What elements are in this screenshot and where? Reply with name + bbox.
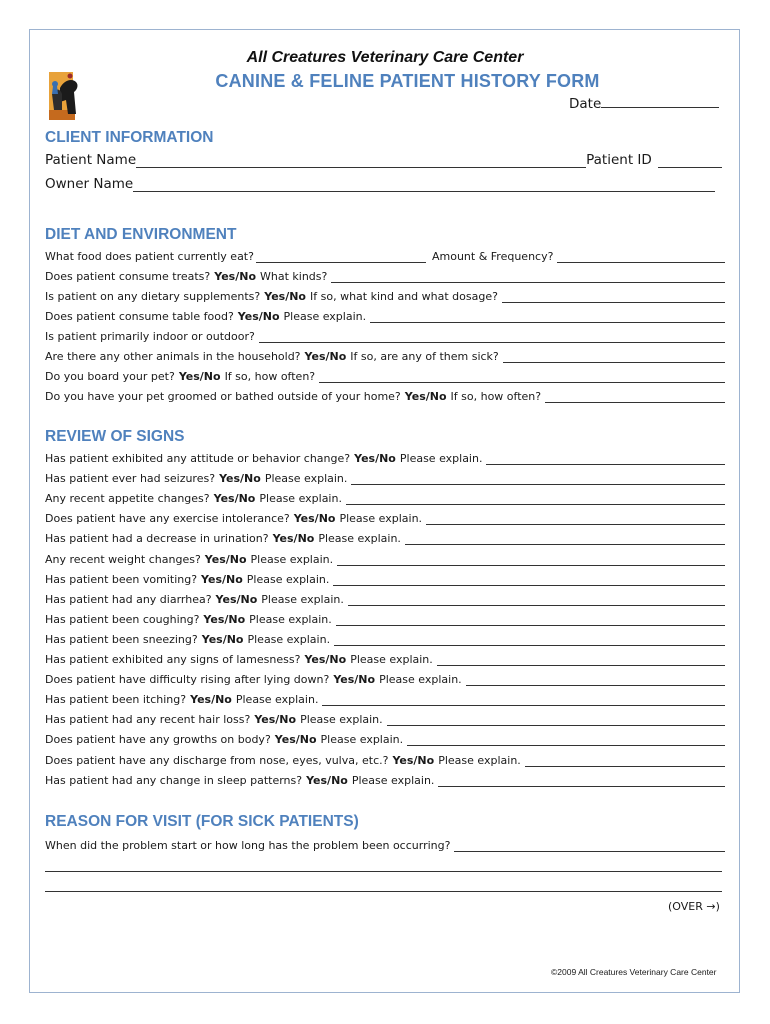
owner-name-label: Owner Name [45,176,134,192]
diet-question-other-animals [45,349,725,363]
diet-question-indoor [45,329,725,343]
date-row [569,94,719,112]
patient-id-label: Patient ID [586,152,652,168]
answer-field[interactable] [405,534,725,545]
question-followup: Please explain. [320,733,404,747]
form-title: CANINE & FELINE PATIENT HISTORY FORM [215,71,600,91]
question-followup: Please explain. [399,452,483,465]
visit-question-onset [45,838,725,852]
diet-question-supplements [45,289,725,303]
question-text: Has patient exhibited any signs of lamesness? [45,653,301,666]
yes-no-option[interactable]: Yes/No [237,310,280,323]
answer-field[interactable] [319,372,725,383]
diet-question-table-food [45,309,725,323]
date-field[interactable] [601,94,719,108]
yes-no-option[interactable]: Yes/No [178,370,221,383]
question-followup: If so, how often? [450,390,542,403]
over-note: (OVER →) [668,900,720,913]
question-text: Has patient been itching? [45,693,187,707]
answer-field[interactable] [426,514,725,525]
answer-field[interactable] [370,312,725,323]
question-text: Has patient had any change in sleep patterns? [45,773,303,787]
question-followup: Please explain. [261,592,344,606]
question-text: Has patient had any recent hair loss? [45,713,251,727]
question-followup: Please explain. [438,753,521,767]
answer-field[interactable] [454,841,725,852]
diet-question-food [45,249,725,263]
question-followup: Please explain. [250,552,334,566]
sign-question [45,511,725,525]
answer-field[interactable] [331,272,725,283]
question-followup: If so, how often? [224,370,316,383]
sign-question [45,592,725,606]
answer-field[interactable] [525,756,725,767]
question-followup: If so, what kind and what dosage? [310,290,498,303]
answer-field[interactable] [503,352,725,363]
question-followup: Please explain. [259,492,342,506]
diet-question-board [45,369,725,383]
question-followup: Please explain. [379,673,462,687]
question-followup: Please explain. [249,612,332,626]
answer-field[interactable] [545,392,725,403]
answer-field[interactable] [334,635,725,646]
question-followup: Please explain. [300,713,383,727]
sign-question [45,471,725,485]
sign-question [45,712,725,726]
owner-name-row [45,176,715,192]
question-followup: Please explain. [246,572,330,586]
yes-no-option[interactable]: Yes/No [214,270,257,283]
answer-field[interactable] [351,474,725,485]
yes-no-option[interactable]: Yes/No [204,552,247,566]
question-followup: Please explain. [247,632,331,646]
answer-field[interactable] [502,292,725,303]
sign-question [45,632,725,646]
food-field[interactable] [256,252,426,263]
question-text: Does patient consume table food? [45,310,234,323]
yes-no-option[interactable]: Yes/No [274,733,317,747]
answer-field[interactable] [333,575,725,586]
yes-no-option[interactable]: Yes/No [190,693,232,707]
sign-question [45,773,725,787]
answer-field[interactable] [486,454,725,465]
sign-question [45,732,725,746]
answer-line[interactable] [45,891,722,892]
question-text: Amount & Frequency? [431,250,554,263]
question-text: Does patient have any growths on body? [45,733,271,747]
yes-no-option[interactable]: Yes/No [306,773,348,787]
question-followup: Please explain. [351,773,435,787]
question-text: Is patient on any dietary supplements? [45,290,261,303]
patient-name-label: Patient Name [45,152,137,168]
question-followup: Please explain. [264,472,348,486]
sign-question [45,552,725,566]
yes-no-option[interactable]: Yes/No [404,390,447,403]
question-text: Are there any other animals in the household? [45,350,301,363]
question-followup: Please explain. [339,512,423,526]
question-text: Has patient ever had seizures? [45,472,216,486]
answer-field[interactable] [387,715,725,726]
question-text: Does patient have difficulty rising after lying down? [45,673,330,687]
question-text: Has patient been coughing? [45,612,200,626]
yes-no-option[interactable]: Yes/No [272,532,315,546]
question-text: Is patient primarily indoor or outdoor? [45,330,255,343]
sign-question [45,612,725,626]
question-text: Has patient been sneezing? [45,632,198,646]
answer-field[interactable] [437,655,725,666]
question-text: Does patient have any exercise intolerance? [45,512,290,526]
yes-no-option[interactable]: Yes/No [219,472,261,486]
yes-no-option[interactable]: Yes/No [304,653,347,666]
answer-field[interactable] [346,494,725,505]
answer-field[interactable] [259,332,725,343]
diet-question-groomed [45,389,725,403]
patient-name-row [45,152,722,168]
yes-no-option[interactable]: Yes/No [213,492,256,506]
yes-no-option[interactable]: Yes/No [304,350,347,363]
answer-line[interactable] [45,871,722,872]
question-followup: Please explain. [235,693,319,707]
sign-question [45,531,725,545]
yes-no-option[interactable]: Yes/No [215,592,258,606]
yes-no-option[interactable]: Yes/No [354,452,396,465]
question-text: Has patient been vomiting? [45,572,198,586]
patient-name-field[interactable] [136,154,586,168]
question-text: What food does patient currently eat? [45,250,254,263]
answer-field[interactable] [337,555,725,566]
question-followup: Please explain. [283,310,367,323]
owner-name-field[interactable] [133,178,715,192]
patient-id-field[interactable] [658,154,722,168]
question-text: When did the problem start or how long has the problem been occurring? [45,839,451,852]
question-text: Has patient exhibited any attitude or behavior change? [45,452,351,465]
question-text: Has patient had any diarrhea? [45,592,212,606]
yes-no-option[interactable]: Yes/No [392,753,435,767]
yes-no-option[interactable]: Yes/No [203,612,246,626]
yes-no-option[interactable]: Yes/No [293,512,336,526]
yes-no-option[interactable]: Yes/No [254,713,297,727]
answer-field[interactable] [466,675,725,686]
answer-field[interactable] [322,695,725,706]
diet-heading: DIET AND ENVIRONMENT [45,226,237,243]
question-text: Does patient have any discharge from nose, eyes, vulva, etc.? [45,753,389,767]
question-followup: Please explain. [350,653,433,666]
answer-field[interactable] [438,776,725,787]
sign-question [45,652,725,666]
question-text: Do you board your pet? [45,370,175,383]
question-followup: What kinds? [260,270,328,283]
sign-question [45,692,725,706]
question-text: Does patient consume treats? [45,270,211,283]
sign-question [45,491,725,505]
yes-no-option[interactable]: Yes/No [264,290,306,303]
answer-field[interactable] [336,615,725,626]
question-text: Do you have your pet groomed or bathed outside of your home? [45,390,401,403]
answer-field[interactable] [348,595,725,606]
copyright: ©2009 All Creatures Veterinary Care Center [551,967,717,977]
sign-question [45,672,725,686]
yes-no-option[interactable]: Yes/No [333,673,376,687]
clinic-name: All Creatures Veterinary Care Center [246,49,524,66]
question-text: Any recent weight changes? [45,552,201,566]
sign-question [45,451,725,465]
sign-question [45,753,725,767]
sign-question [45,572,725,586]
yes-no-option[interactable]: Yes/No [201,632,244,646]
amount-field[interactable] [557,252,725,263]
client-info-heading: CLIENT INFORMATION [45,129,214,146]
question-text: Any recent appetite changes? [45,492,210,506]
date-label: Date [569,96,602,112]
signs-heading: REVIEW OF SIGNS [45,428,185,445]
question-followup: If so, are any of them sick? [350,350,499,363]
question-text: Has patient had a decrease in urination? [45,532,269,546]
yes-no-option[interactable]: Yes/No [201,572,243,586]
question-followup: Please explain. [318,532,401,546]
visit-heading: REASON FOR VISIT (FOR SICK PATIENTS) [45,813,359,830]
diet-question-treats [45,269,725,283]
answer-field[interactable] [407,735,725,746]
